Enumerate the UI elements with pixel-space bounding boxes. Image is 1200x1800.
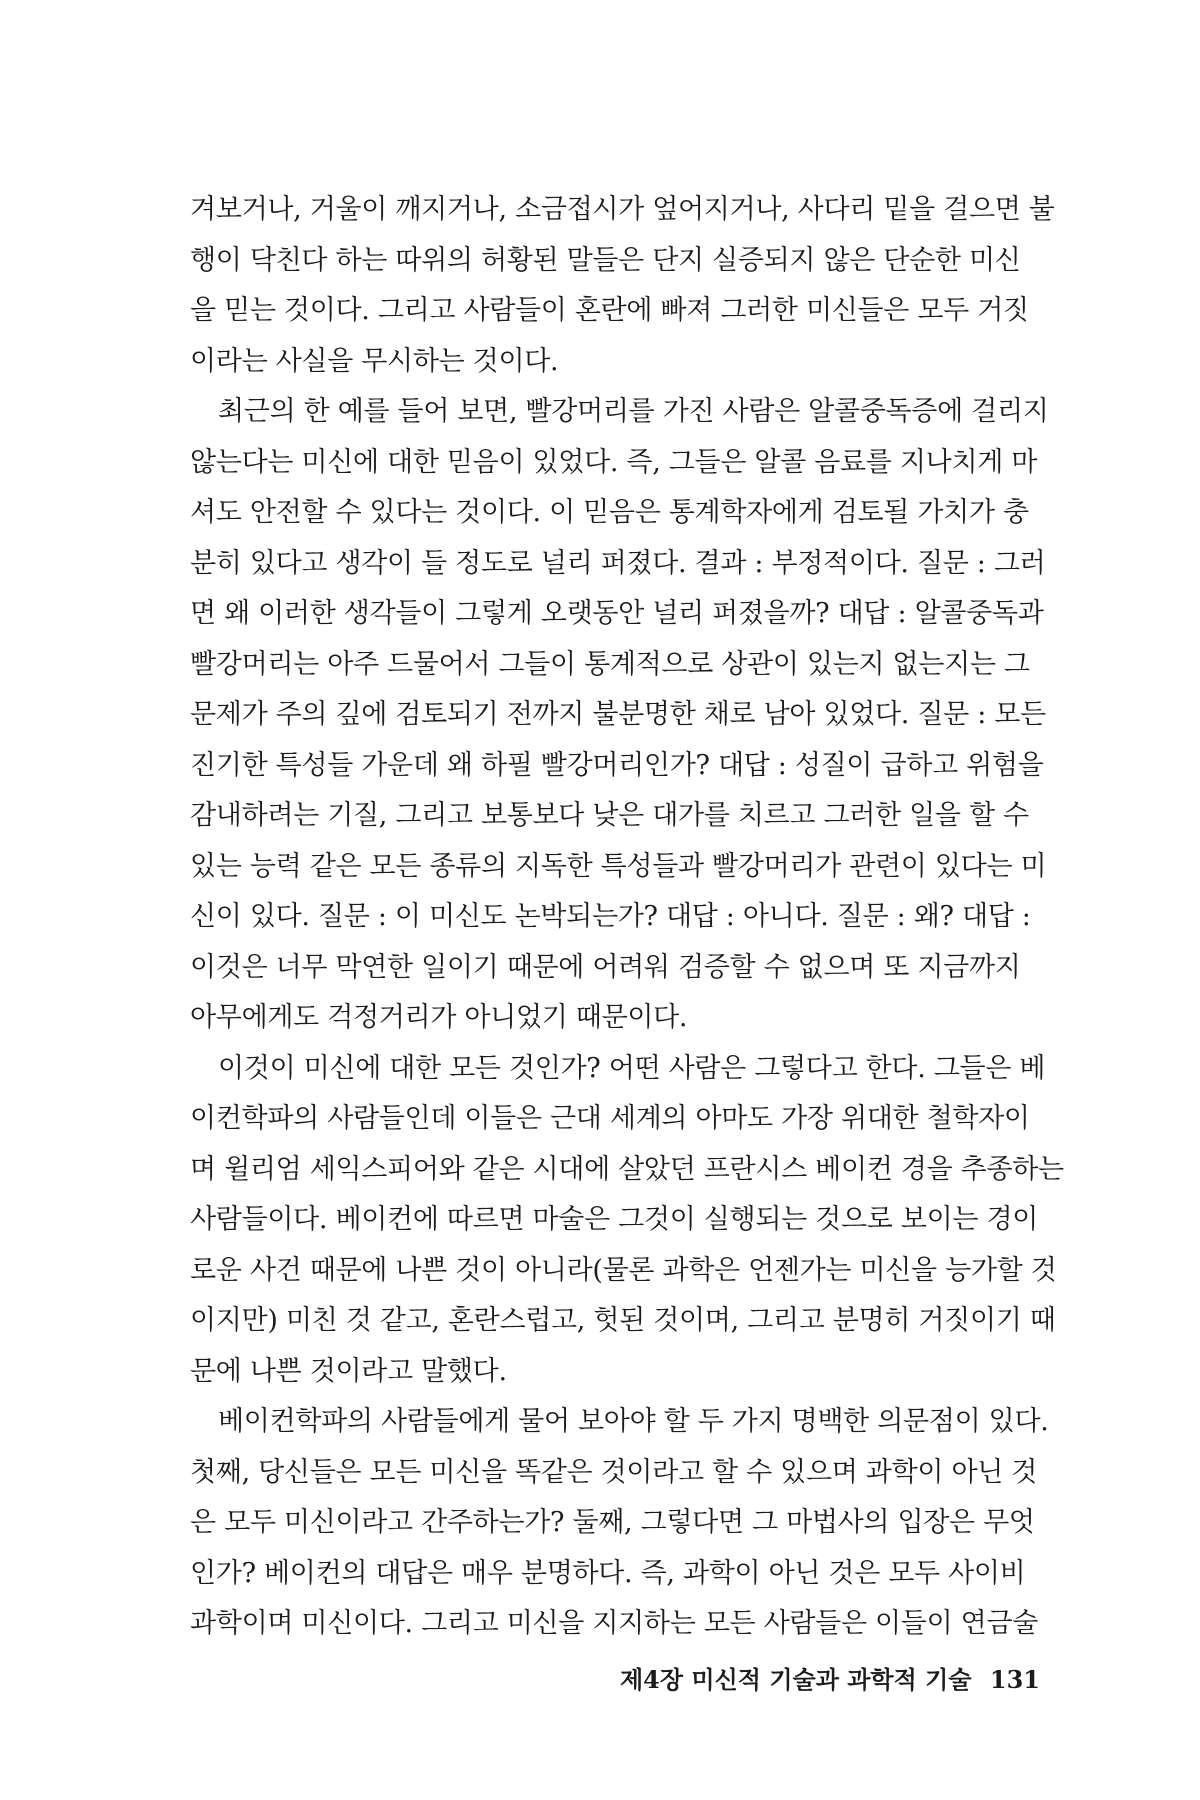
text-line: 사람들이다. 베이컨에 따르면 마술은 그것이 실행되는 것으로 보이는 경이 <box>190 1204 1039 1235</box>
text-line: 베이컨학파의 사람들에게 물어 보아야 할 두 가지 명백한 의문점이 있다. <box>218 1406 1049 1437</box>
body-text <box>190 185 1064 1650</box>
text-line: 며 윌리엄 세익스피어와 같은 시대에 살았던 프란시스 베이컨 경을 추종하는 <box>190 1153 1064 1185</box>
running-title: 제4장 미신적 기술과 과학적 기술 <box>620 1665 972 1694</box>
text-line: 아무에게도 걱정거리가 아니었기 때문이다. <box>190 1002 688 1033</box>
text-line: 면 왜 이러한 생각들이 그렇게 오랫동안 널리 퍼졌을까? 대답 : 알콜중독과 <box>190 598 1044 629</box>
text-line: 있는 능력 같은 모든 종류의 지독한 특성들과 빨강머리가 관련이 있다는 미 <box>190 850 1047 882</box>
text-line: 감내하려는 기질, 그리고 보통보다 낮은 대가를 치르고 그러한 일을 할 수 <box>190 800 1029 831</box>
text-line: 이라는 사실을 무시하는 것이다. <box>190 345 559 377</box>
paragraph-4 <box>190 1397 1049 1650</box>
text-line: 인가? 베이컨의 대답은 매우 분명하다. 즉, 과학이 아닌 것은 모두 사이비 <box>190 1557 1026 1589</box>
text-line: 셔도 안전할 수 있다는 것이다. 이 믿음은 통계학자에게 검토될 가치가 충 <box>190 497 1029 528</box>
text-line: 이것이 미신에 대한 모든 것인가? 어떤 사람은 그렇다고 한다. 그들은 베 <box>218 1052 1046 1084</box>
text-line: 은 모두 미신이라고 간주하는가? 둘째, 그렇다면 그 마법사의 입장은 무엇 <box>190 1507 1035 1538</box>
text-line: 이컨학파의 사람들인데 이들은 근대 세계의 아마도 가장 위대한 철학자이 <box>190 1103 1030 1134</box>
text-line: 행이 닥친다 하는 따위의 허황된 말들은 단지 실증되지 않은 단순한 미신 <box>190 244 1021 276</box>
text-line: 겨보거나, 거울이 깨지거나, 소금접시가 엎어지거나, 사다리 밑을 걸으면 불 <box>190 194 1055 225</box>
text-line: 첫째, 당신들은 모든 미신을 똑같은 것이라고 할 수 있으며 과학이 아닌 것 <box>190 1456 1038 1488</box>
text-line: 로운 사건 때문에 나쁜 것이 아니라(물론 과학은 언젠가는 미신을 능가할 것 <box>190 1254 1057 1286</box>
paragraph-3 <box>190 1044 1064 1398</box>
text-line: 분히 있다고 생각이 들 정도로 널리 퍼졌다. 결과 : 부정적이다. 질문 : 그러 <box>190 547 1046 579</box>
text-line: 이지만) 미친 것 같고, 혼란스럽고, 헛된 것이며, 그리고 분명히 거짓이기 때 <box>190 1305 1056 1336</box>
paragraph-1 <box>190 185 1055 387</box>
text-line: 과학이며 미신이다. 그리고 미신을 지지하는 모든 사람들은 이들이 연금술 <box>190 1608 1039 1639</box>
text-line: 신이 있다. 질문 : 이 미신도 논박되는가? 대답 : 아니다. 질문 : 왜? 대답 : <box>190 901 1031 932</box>
text-line: 않는다는 미신에 대한 믿음이 있었다. 즉, 그들은 알콜 음료를 지나치게 마 <box>190 446 1038 478</box>
text-line: 을 믿는 것이다. 그리고 사람들이 혼란에 빠져 그러한 미신들은 모두 거짓 <box>190 295 1029 326</box>
page-number: 131 <box>989 1665 1040 1694</box>
text-line: 최근의 한 예를 들어 보면, 빨강머리를 가진 사람은 알콜중독증에 걸리지 <box>218 396 1049 427</box>
text-line: 이것은 너무 막연한 일이기 때문에 어려워 검증할 수 없으며 또 지금까지 <box>190 951 1021 983</box>
paragraph-2 <box>190 387 1049 1044</box>
page-footer <box>620 1660 1040 1695</box>
text-line: 문제가 주의 깊에 검토되기 전까지 불분명한 채로 남아 있었다. 질문 : 모든 <box>190 699 1046 730</box>
text-line: 빨강머리는 아주 드물어서 그들이 통계적으로 상관이 있는지 없는지는 그 <box>190 648 1030 680</box>
text-line: 진기한 특성들 가운데 왜 하필 빨강머리인가? 대답 : 성질이 급하고 위험을 <box>190 749 1044 781</box>
text-line: 문에 나쁜 것이라고 말했다. <box>190 1355 507 1387</box>
